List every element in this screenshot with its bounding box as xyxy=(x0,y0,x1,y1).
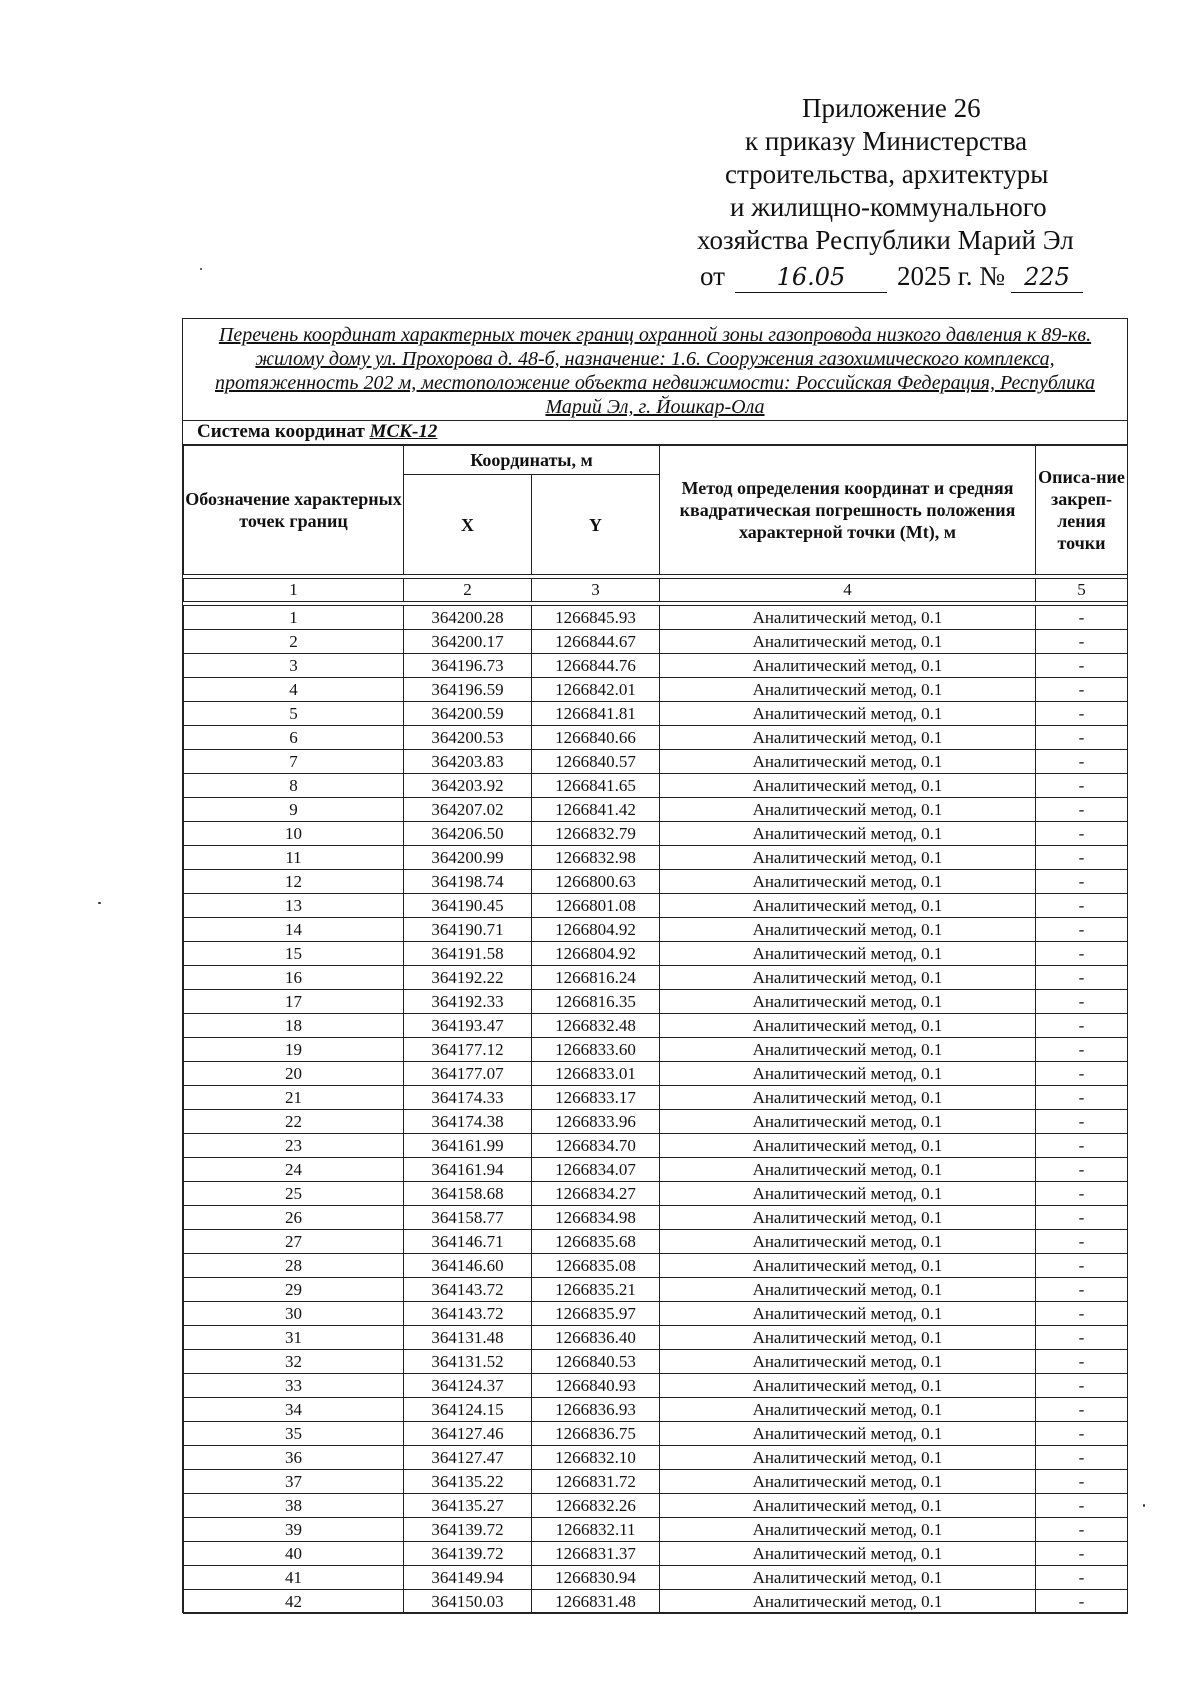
point-number: 13 xyxy=(184,894,404,918)
x-value: 364198.74 xyxy=(404,870,532,894)
y-value: 1266844.76 xyxy=(532,654,660,678)
appendix-line-5: хозяйства Республики Марий Эл xyxy=(697,225,1074,255)
y-value: 1266840.53 xyxy=(532,1350,660,1374)
method-value: Аналитический метод, 0.1 xyxy=(660,774,1036,798)
column-number: 3 xyxy=(532,579,660,602)
description-value: - xyxy=(1036,1110,1128,1134)
method-value: Аналитический метод, 0.1 xyxy=(660,990,1036,1014)
table-row xyxy=(184,1230,1128,1254)
point-number: 12 xyxy=(184,870,404,894)
method-value: Аналитический метод, 0.1 xyxy=(660,870,1036,894)
method-value: Аналитический метод, 0.1 xyxy=(660,966,1036,990)
x-value: 364149.94 xyxy=(404,1566,532,1590)
table-row xyxy=(184,1086,1128,1110)
x-value: 364192.22 xyxy=(404,966,532,990)
point-number: 36 xyxy=(184,1446,404,1470)
method-value: Аналитический метод, 0.1 xyxy=(660,726,1036,750)
y-value: 1266833.17 xyxy=(532,1086,660,1110)
coord-system-row xyxy=(183,421,1127,445)
description-value: - xyxy=(1036,1158,1128,1182)
x-value: 364207.02 xyxy=(404,798,532,822)
y-value: 1266831.37 xyxy=(532,1542,660,1566)
table-row xyxy=(184,726,1128,750)
table-row xyxy=(184,1182,1128,1206)
method-value: Аналитический метод, 0.1 xyxy=(660,1326,1036,1350)
column-number: 1 xyxy=(184,579,404,602)
description-value: - xyxy=(1036,1446,1128,1470)
method-value: Аналитический метод, 0.1 xyxy=(660,822,1036,846)
point-number: 24 xyxy=(184,1158,404,1182)
x-value: 364200.53 xyxy=(404,726,532,750)
method-value: Аналитический метод, 0.1 xyxy=(660,1374,1036,1398)
table-row xyxy=(184,1374,1128,1398)
method-value: Аналитический метод, 0.1 xyxy=(660,678,1036,702)
method-value: Аналитический метод, 0.1 xyxy=(660,702,1036,726)
method-value: Аналитический метод, 0.1 xyxy=(660,1230,1036,1254)
x-value: 364139.72 xyxy=(404,1542,532,1566)
x-value: 364203.92 xyxy=(404,774,532,798)
y-value: 1266804.92 xyxy=(532,942,660,966)
description-value: - xyxy=(1036,678,1128,702)
x-value: 364190.45 xyxy=(404,894,532,918)
description-value: - xyxy=(1036,1230,1128,1254)
table-row xyxy=(184,1302,1128,1326)
table-row xyxy=(184,1422,1128,1446)
method-value: Аналитический метод, 0.1 xyxy=(660,1470,1036,1494)
x-value: 364158.77 xyxy=(404,1206,532,1230)
table-row xyxy=(184,654,1128,678)
y-value: 1266830.94 xyxy=(532,1566,660,1590)
point-number: 10 xyxy=(184,822,404,846)
x-value: 364196.59 xyxy=(404,678,532,702)
description-value: - xyxy=(1036,990,1128,1014)
table-row xyxy=(184,942,1128,966)
y-value: 1266844.67 xyxy=(532,630,660,654)
point-number: 38 xyxy=(184,1494,404,1518)
table-row xyxy=(184,1446,1128,1470)
x-value: 364143.72 xyxy=(404,1302,532,1326)
column-numbers-row xyxy=(184,579,1128,602)
x-value: 364174.33 xyxy=(404,1086,532,1110)
x-value: 364146.71 xyxy=(404,1230,532,1254)
y-value: 1266816.24 xyxy=(532,966,660,990)
table-row xyxy=(184,1542,1128,1566)
description-value: - xyxy=(1036,1038,1128,1062)
method-value: Аналитический метод, 0.1 xyxy=(660,1086,1036,1110)
method-value: Аналитический метод, 0.1 xyxy=(660,1398,1036,1422)
x-value: 364192.33 xyxy=(404,990,532,1014)
method-value: Аналитический метод, 0.1 xyxy=(660,942,1036,966)
description-value: - xyxy=(1036,1182,1128,1206)
point-number: 9 xyxy=(184,798,404,822)
point-number: 41 xyxy=(184,1566,404,1590)
method-value: Аналитический метод, 0.1 xyxy=(660,1110,1036,1134)
x-value: 364196.73 xyxy=(404,654,532,678)
method-value: Аналитический метод, 0.1 xyxy=(660,1278,1036,1302)
column-number: 5 xyxy=(1036,579,1128,602)
table-row xyxy=(184,1494,1128,1518)
table-row xyxy=(184,1518,1128,1542)
point-number: 34 xyxy=(184,1398,404,1422)
table-row xyxy=(184,1398,1128,1422)
x-value: 364150.03 xyxy=(404,1590,532,1614)
point-number: 5 xyxy=(184,702,404,726)
x-value: 364200.59 xyxy=(404,702,532,726)
y-value: 1266840.66 xyxy=(532,726,660,750)
method-value: Аналитический метод, 0.1 xyxy=(660,798,1036,822)
method-value: Аналитический метод, 0.1 xyxy=(660,1158,1036,1182)
x-value: 364191.58 xyxy=(404,942,532,966)
description-value: - xyxy=(1036,1326,1128,1350)
point-number: 11 xyxy=(184,846,404,870)
y-value: 1266833.60 xyxy=(532,1038,660,1062)
table-row xyxy=(184,798,1128,822)
method-value: Аналитический метод, 0.1 xyxy=(660,1350,1036,1374)
y-value: 1266834.27 xyxy=(532,1182,660,1206)
table-row xyxy=(184,1254,1128,1278)
header-coords: Координаты, м xyxy=(404,446,660,475)
x-value: 364135.27 xyxy=(404,1494,532,1518)
method-value: Аналитический метод, 0.1 xyxy=(660,1134,1036,1158)
point-number: 31 xyxy=(184,1326,404,1350)
appendix-line-1: Приложение 26 xyxy=(802,93,981,123)
description-value: - xyxy=(1036,654,1128,678)
y-value: 1266801.08 xyxy=(532,894,660,918)
x-value: 364161.94 xyxy=(404,1158,532,1182)
y-value: 1266834.98 xyxy=(532,1206,660,1230)
table-row xyxy=(184,1038,1128,1062)
y-value: 1266836.40 xyxy=(532,1326,660,1350)
description-value: - xyxy=(1036,1398,1128,1422)
method-value: Аналитический метод, 0.1 xyxy=(660,1254,1036,1278)
table-row xyxy=(184,822,1128,846)
description-value: - xyxy=(1036,1062,1128,1086)
description-value: - xyxy=(1036,1254,1128,1278)
table-row xyxy=(184,1470,1128,1494)
table-row xyxy=(184,870,1128,894)
method-value: Аналитический метод, 0.1 xyxy=(660,894,1036,918)
y-value: 1266841.42 xyxy=(532,798,660,822)
table-row xyxy=(184,1326,1128,1350)
table-row xyxy=(184,678,1128,702)
table-row xyxy=(184,630,1128,654)
x-value: 364174.38 xyxy=(404,1110,532,1134)
x-value: 364200.99 xyxy=(404,846,532,870)
point-number: 18 xyxy=(184,1014,404,1038)
point-number: 39 xyxy=(184,1518,404,1542)
point-number: 23 xyxy=(184,1134,404,1158)
table-row xyxy=(184,1350,1128,1374)
year-number-label: 2025 г. № xyxy=(896,261,1005,291)
y-value: 1266836.75 xyxy=(532,1422,660,1446)
table-row xyxy=(184,1134,1128,1158)
y-value: 1266832.48 xyxy=(532,1014,660,1038)
method-value: Аналитический метод, 0.1 xyxy=(660,654,1036,678)
description-value: - xyxy=(1036,1134,1128,1158)
x-value: 364131.52 xyxy=(404,1350,532,1374)
description-value: - xyxy=(1036,1206,1128,1230)
table-row xyxy=(184,1206,1128,1230)
y-value: 1266835.08 xyxy=(532,1254,660,1278)
method-value: Аналитический метод, 0.1 xyxy=(660,1494,1036,1518)
description-value: - xyxy=(1036,1422,1128,1446)
y-value: 1266833.96 xyxy=(532,1110,660,1134)
x-value: 364161.99 xyxy=(404,1134,532,1158)
appendix-line-3: строительства, архитектуры xyxy=(725,159,1049,189)
header-point: Обозначение характерных точек границ xyxy=(184,446,404,575)
point-number: 21 xyxy=(184,1086,404,1110)
description-value: - xyxy=(1036,966,1128,990)
point-number: 30 xyxy=(184,1302,404,1326)
point-number: 35 xyxy=(184,1422,404,1446)
method-value: Аналитический метод, 0.1 xyxy=(660,606,1036,630)
method-value: Аналитический метод, 0.1 xyxy=(660,1062,1036,1086)
table-row xyxy=(184,702,1128,726)
y-value: 1266832.26 xyxy=(532,1494,660,1518)
table-row xyxy=(184,1110,1128,1134)
description-value: - xyxy=(1036,1470,1128,1494)
column-number: 4 xyxy=(660,579,1036,602)
description-value: - xyxy=(1036,702,1128,726)
coord-system-label: Система координат xyxy=(197,421,365,442)
x-value: 364127.47 xyxy=(404,1446,532,1470)
table-row xyxy=(184,1278,1128,1302)
description-value: - xyxy=(1036,918,1128,942)
method-value: Аналитический метод, 0.1 xyxy=(660,750,1036,774)
x-value: 364124.37 xyxy=(404,1374,532,1398)
header-description: Описа-ние закреп-ления точки xyxy=(1036,446,1128,575)
handwritten-number: 225 xyxy=(1011,262,1083,293)
coordinates-table xyxy=(183,445,1128,1614)
point-number: 33 xyxy=(184,1374,404,1398)
description-value: - xyxy=(1036,798,1128,822)
handwritten-date: 16.05 xyxy=(735,262,887,293)
table-row xyxy=(184,990,1128,1014)
x-value: 364124.15 xyxy=(404,1398,532,1422)
y-value: 1266845.93 xyxy=(532,606,660,630)
point-number: 4 xyxy=(184,678,404,702)
method-value: Аналитический метод, 0.1 xyxy=(660,1422,1036,1446)
y-value: 1266841.65 xyxy=(532,774,660,798)
scan-speck xyxy=(200,268,202,270)
x-value: 364193.47 xyxy=(404,1014,532,1038)
method-value: Аналитический метод, 0.1 xyxy=(660,630,1036,654)
table-row xyxy=(184,918,1128,942)
appendix-line-4: и жилищно-коммунального xyxy=(730,192,1047,222)
method-value: Аналитический метод, 0.1 xyxy=(660,1302,1036,1326)
x-value: 364135.22 xyxy=(404,1470,532,1494)
y-value: 1266842.01 xyxy=(532,678,660,702)
point-number: 17 xyxy=(184,990,404,1014)
y-value: 1266832.10 xyxy=(532,1446,660,1470)
point-number: 16 xyxy=(184,966,404,990)
y-value: 1266834.07 xyxy=(532,1158,660,1182)
x-value: 364190.71 xyxy=(404,918,532,942)
y-value: 1266835.68 xyxy=(532,1230,660,1254)
y-value: 1266831.72 xyxy=(532,1470,660,1494)
description-value: - xyxy=(1036,1278,1128,1302)
point-number: 6 xyxy=(184,726,404,750)
y-value: 1266840.93 xyxy=(532,1374,660,1398)
description-value: - xyxy=(1036,1086,1128,1110)
scan-speck xyxy=(98,902,101,904)
coord-system-value: МСК-12 xyxy=(369,421,438,442)
y-value: 1266832.79 xyxy=(532,822,660,846)
description-value: - xyxy=(1036,1302,1128,1326)
table-row xyxy=(184,750,1128,774)
point-number: 28 xyxy=(184,1254,404,1278)
y-value: 1266841.81 xyxy=(532,702,660,726)
table-row xyxy=(184,1062,1128,1086)
y-value: 1266834.70 xyxy=(532,1134,660,1158)
point-number: 8 xyxy=(184,774,404,798)
description-value: - xyxy=(1036,942,1128,966)
x-value: 364143.72 xyxy=(404,1278,532,1302)
method-value: Аналитический метод, 0.1 xyxy=(660,1206,1036,1230)
description-value: - xyxy=(1036,846,1128,870)
description-value: - xyxy=(1036,1566,1128,1590)
appendix-line-2: к приказу Министерства xyxy=(745,126,1028,156)
description-value: - xyxy=(1036,1542,1128,1566)
method-value: Аналитический метод, 0.1 xyxy=(660,1542,1036,1566)
y-value: 1266836.93 xyxy=(532,1398,660,1422)
y-value: 1266835.97 xyxy=(532,1302,660,1326)
table-title-text: Перечень координат характерных точек границ охранной зоны газопровода низкого давления к 89-кв. жилому дому ул. Прохорова д. 48-б, назначение: 1.6. Сооружения газохимического комплекса, протяженность 202 м, местоположение объекта недвижимости: Российская Федерация, Республика Марий Эл, г. Йошкар-Ола xyxy=(215,324,1095,418)
method-value: Аналитический метод, 0.1 xyxy=(660,1590,1036,1614)
description-value: - xyxy=(1036,774,1128,798)
x-value: 364206.50 xyxy=(404,822,532,846)
x-value: 364177.12 xyxy=(404,1038,532,1062)
table-row xyxy=(184,1590,1128,1614)
y-value: 1266833.01 xyxy=(532,1062,660,1086)
method-value: Аналитический метод, 0.1 xyxy=(660,1446,1036,1470)
x-value: 364146.60 xyxy=(404,1254,532,1278)
y-value: 1266832.11 xyxy=(532,1518,660,1542)
x-value: 364200.17 xyxy=(404,630,532,654)
table-title xyxy=(183,319,1127,421)
coordinates-table-frame xyxy=(182,318,1128,1613)
header-method: Метод определения координат и средняя квадратическая погрешность положения характерной точки (Mt), м xyxy=(660,446,1036,575)
point-number: 37 xyxy=(184,1470,404,1494)
point-number: 14 xyxy=(184,918,404,942)
point-number: 19 xyxy=(184,1038,404,1062)
description-value: - xyxy=(1036,726,1128,750)
header-x: X xyxy=(404,475,532,575)
method-value: Аналитический метод, 0.1 xyxy=(660,846,1036,870)
description-value: - xyxy=(1036,1518,1128,1542)
column-number: 2 xyxy=(404,579,532,602)
table-row xyxy=(184,1014,1128,1038)
description-value: - xyxy=(1036,606,1128,630)
method-value: Аналитический метод, 0.1 xyxy=(660,1518,1036,1542)
y-value: 1266816.35 xyxy=(532,990,660,1014)
y-value: 1266840.57 xyxy=(532,750,660,774)
table-row xyxy=(184,1566,1128,1590)
point-number: 22 xyxy=(184,1110,404,1134)
table-row xyxy=(184,1158,1128,1182)
x-value: 364139.72 xyxy=(404,1518,532,1542)
table-row xyxy=(184,966,1128,990)
point-number: 15 xyxy=(184,942,404,966)
order-line xyxy=(700,260,1083,293)
description-value: - xyxy=(1036,822,1128,846)
header-y: Y xyxy=(532,475,660,575)
x-value: 364203.83 xyxy=(404,750,532,774)
point-number: 7 xyxy=(184,750,404,774)
y-value: 1266804.92 xyxy=(532,918,660,942)
x-value: 364127.46 xyxy=(404,1422,532,1446)
method-value: Аналитический метод, 0.1 xyxy=(660,1038,1036,1062)
description-value: - xyxy=(1036,630,1128,654)
scan-speck xyxy=(1143,1504,1145,1507)
method-value: Аналитический метод, 0.1 xyxy=(660,918,1036,942)
point-number: 26 xyxy=(184,1206,404,1230)
description-value: - xyxy=(1036,894,1128,918)
x-value: 364200.28 xyxy=(404,606,532,630)
description-value: - xyxy=(1036,1014,1128,1038)
x-value: 364177.07 xyxy=(404,1062,532,1086)
description-value: - xyxy=(1036,870,1128,894)
from-label: от xyxy=(700,261,725,291)
point-number: 29 xyxy=(184,1278,404,1302)
x-value: 364131.48 xyxy=(404,1326,532,1350)
y-value: 1266832.98 xyxy=(532,846,660,870)
description-value: - xyxy=(1036,1494,1128,1518)
description-value: - xyxy=(1036,1350,1128,1374)
method-value: Аналитический метод, 0.1 xyxy=(660,1566,1036,1590)
description-value: - xyxy=(1036,750,1128,774)
point-number: 32 xyxy=(184,1350,404,1374)
table-row xyxy=(184,606,1128,630)
point-number: 25 xyxy=(184,1182,404,1206)
y-value: 1266800.63 xyxy=(532,870,660,894)
table-row xyxy=(184,894,1128,918)
method-value: Аналитический метод, 0.1 xyxy=(660,1182,1036,1206)
point-number: 2 xyxy=(184,630,404,654)
point-number: 20 xyxy=(184,1062,404,1086)
point-number: 3 xyxy=(184,654,404,678)
y-value: 1266831.48 xyxy=(532,1590,660,1614)
method-value: Аналитический метод, 0.1 xyxy=(660,1014,1036,1038)
point-number: 1 xyxy=(184,606,404,630)
table-row xyxy=(184,846,1128,870)
table-row xyxy=(184,774,1128,798)
point-number: 27 xyxy=(184,1230,404,1254)
description-value: - xyxy=(1036,1374,1128,1398)
point-number: 40 xyxy=(184,1542,404,1566)
point-number: 42 xyxy=(184,1590,404,1614)
x-value: 364158.68 xyxy=(404,1182,532,1206)
description-value: - xyxy=(1036,1590,1128,1614)
y-value: 1266835.21 xyxy=(532,1278,660,1302)
